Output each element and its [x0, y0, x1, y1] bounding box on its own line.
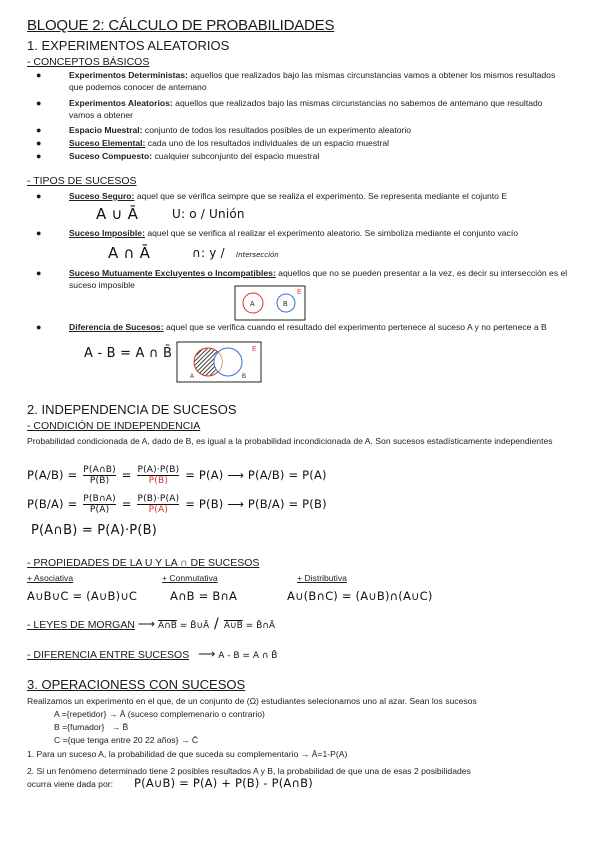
- propiedades-heading: - PROPIEDADES DE LA U Y LA ∩ DE SUCESOS: [27, 557, 260, 569]
- morgan-formula-1-rhs: B̄∪Ā: [190, 621, 210, 631]
- list-item: [69, 191, 507, 203]
- diferencia-row: [27, 647, 277, 661]
- formula-conmutativa: A∩B = B∩A: [170, 589, 238, 603]
- fraction: [137, 465, 179, 486]
- handwritten-intersection-formula: A ∩ Ā: [108, 244, 151, 262]
- prop-label-asociativa: + Asociativa: [27, 573, 74, 583]
- difference-venn-diagram: [176, 341, 262, 383]
- document-title: BLOQUE 2: CÁLCULO DE PROBABILIDADES: [27, 17, 335, 34]
- definition: aquel que se verifica al realizar el experimento aleatorio. Se simboliza mediante el conjunto vacío: [144, 228, 519, 238]
- incompatible-venn-diagram: [234, 285, 306, 321]
- bullet-icon: ●: [36, 191, 42, 201]
- formula-asociativa: A∪B∪C = (A∪B)∪C: [27, 589, 138, 603]
- formula-lhs: P(B/A) =: [27, 497, 78, 511]
- rule-2-line-1: 2. Si un fenómeno determinado tiene 2 posibles resultados A y B, la probabilidad de que una de esas 2 posibilidades: [27, 766, 471, 776]
- handwritten-intersection-note: ∩: y /: [192, 246, 225, 260]
- morgan-row: [27, 616, 275, 632]
- arrow-right-icon: ⟶: [198, 647, 216, 661]
- b-label: B: [283, 301, 288, 308]
- a-label: A: [190, 374, 195, 380]
- formula-conditional-a: [27, 465, 327, 486]
- term: Experimentos Aleatorios:: [69, 98, 173, 108]
- bullet-icon: ●: [36, 268, 42, 278]
- prop-label-distributiva: + Distributiva: [297, 573, 347, 583]
- definition: aquellos que realizados bajo las mismas circunstancias no sabemos de antemano que resultado vamos a obtener: [69, 98, 543, 120]
- definition: cada uno de los resultados individuales de un espacio muestral: [145, 138, 390, 148]
- e-label: E: [297, 289, 302, 296]
- independencia-heading: - CONDICIÓN DE INDEPENDENCIA: [27, 420, 201, 432]
- denominator: P(A): [148, 505, 169, 515]
- bullet-icon: ●: [36, 70, 42, 80]
- definition: aquel que se verifica cuando el resultado del experimento pertenece al suceso A y no pertenece a B: [163, 322, 547, 332]
- section-3-heading: 3. OPERACIONESS CON SUCESOS: [27, 677, 246, 692]
- numerator: P(B)·P(A): [137, 494, 180, 504]
- term: Suceso Imposible:: [69, 228, 145, 238]
- formula-distributiva: A∪(B∩C) = (A∪B)∩(A∪C): [287, 589, 433, 603]
- list-item: [69, 98, 569, 121]
- bullet-icon: ●: [36, 138, 42, 148]
- term: Suceso Mutuamente Excluyentes o Incompatibles:: [69, 268, 276, 278]
- numerator: P(A∩B): [83, 465, 116, 475]
- definition: aquel que se verifica seimpre que se realiza el experimento. Se representa mediante el cojunto E: [134, 191, 508, 201]
- list-item: [69, 151, 319, 163]
- arrow-right-icon: ⟶: [137, 617, 156, 631]
- list-item: [69, 125, 411, 137]
- denominator: P(B): [89, 476, 110, 486]
- formula-lhs: P(A/B) =: [27, 468, 78, 482]
- term: Suceso Seguro:: [69, 191, 135, 201]
- denominator: P(B): [148, 476, 169, 486]
- morgan-equals: =: [176, 621, 191, 631]
- bullet-icon: ●: [36, 228, 42, 238]
- rule-1: 1. Para un suceso A, la probabilidad de que suceda su complementario → Ā=1-P(A): [27, 749, 348, 759]
- diferencia-formula: A - B = A ∩ B̄: [218, 651, 278, 661]
- term: Suceso Compuesto:: [69, 151, 153, 161]
- morgan-equals: =: [242, 621, 257, 631]
- equals: =: [121, 468, 132, 482]
- handwritten-union-formula: A ∪ Ā: [96, 205, 139, 223]
- bullet-icon: ●: [36, 125, 42, 135]
- numerator: P(A)·P(B): [137, 465, 180, 475]
- numerator: P(B∩A): [83, 494, 116, 504]
- list-item: [69, 228, 569, 240]
- morgan-formula-2-rhs: B̄∩Ā: [256, 621, 275, 631]
- formula-independence: P(A∩B) = P(A)·P(B): [31, 523, 157, 538]
- term: Diferencia de Sucesos:: [69, 322, 164, 332]
- term: Experimentos Deterministas:: [69, 70, 188, 80]
- fraction: [137, 494, 179, 515]
- formula-union-probability: P(A∪B) = P(A) + P(B) - P(A∩B): [134, 776, 313, 790]
- prop-label-conmutativa: + Conmutativa: [162, 573, 218, 583]
- e-label: E: [252, 346, 257, 353]
- denominator: P(A): [89, 505, 110, 515]
- b-label: B: [242, 374, 247, 380]
- suceso-b: B ={fumador} → B̄: [54, 722, 129, 732]
- list-item: [69, 70, 569, 93]
- morgan-separator: /: [214, 616, 219, 632]
- bullet-icon: ●: [36, 322, 42, 332]
- rule-2-line-2: ocurra viene dada por:: [27, 779, 113, 789]
- term: Espacio Muestral:: [69, 125, 143, 135]
- independencia-text: Probabilidad condicionada de A, dado de B, es igual a la probabilidad incondicionada de A. Son sucesos estadísticamente independientes: [27, 436, 553, 446]
- morgan-formula-2-lhs: A∪B: [223, 621, 243, 631]
- morgan-label: - LEYES DE MORGAN: [27, 619, 135, 631]
- equals: =: [121, 497, 132, 511]
- formula-rhs: = P(A) ⟶ P(A/B) = P(A): [185, 468, 327, 482]
- section-1-heading: 1. EXPERIMENTOS ALEATORIOS: [27, 38, 230, 53]
- fraction: [83, 494, 116, 515]
- formula-rhs: = P(B) ⟶ P(B/A) = P(B): [185, 497, 327, 511]
- list-item: [69, 138, 389, 150]
- suceso-c: C ={que tenga entre 20 22 años} → C̄: [54, 735, 199, 745]
- list-item: [69, 322, 569, 334]
- term: Suceso Elemental:: [69, 138, 146, 148]
- definition: cualquier subconjunto del espacio muestral: [152, 151, 320, 161]
- handwritten-union-note: U: o / Unión: [172, 207, 245, 221]
- suceso-a: A ={repetidor} → Ā (suceso complemenario o contrario): [54, 709, 265, 719]
- list-item: [69, 268, 569, 291]
- operaciones-intro: Realizamos un experimento en el que, de un conjunto de (Ω) estudiantes selecionamos uno al azar. Sean los sucesos: [27, 696, 477, 706]
- definition: aquellos que realizados bajo las mismas circunstancias vamos a obtener los mismos resultados que podemos conocer de antemano: [69, 70, 556, 92]
- tipos-heading: - TIPOS DE SUCESOS: [27, 175, 137, 187]
- conceptos-heading: - CONCEPTOS BÁSICOS: [27, 56, 150, 68]
- handwritten-difference-formula: A - B = A ∩ B̄: [84, 346, 173, 361]
- formula-conditional-b: [27, 494, 327, 515]
- section-2-heading: 2. INDEPENDENCIA DE SUCESOS: [27, 402, 237, 417]
- bullet-icon: ●: [36, 151, 42, 161]
- definition: aquellos que no se pueden presentar a la vez, es decir su intersección es el suceso imposible: [69, 268, 568, 290]
- morgan-formula-1-lhs: A∩B: [158, 621, 177, 631]
- diferencia-label: - DIFERENCIA ENTRE SUCESOS: [27, 649, 190, 661]
- fraction: [83, 465, 116, 486]
- a-label: A: [250, 301, 255, 308]
- definition: conjunto de todos los resultados posibles de un experimento aleatorio: [142, 125, 412, 135]
- bullet-icon: ●: [36, 98, 42, 108]
- handwritten-intersection-word: Intersección: [236, 251, 279, 259]
